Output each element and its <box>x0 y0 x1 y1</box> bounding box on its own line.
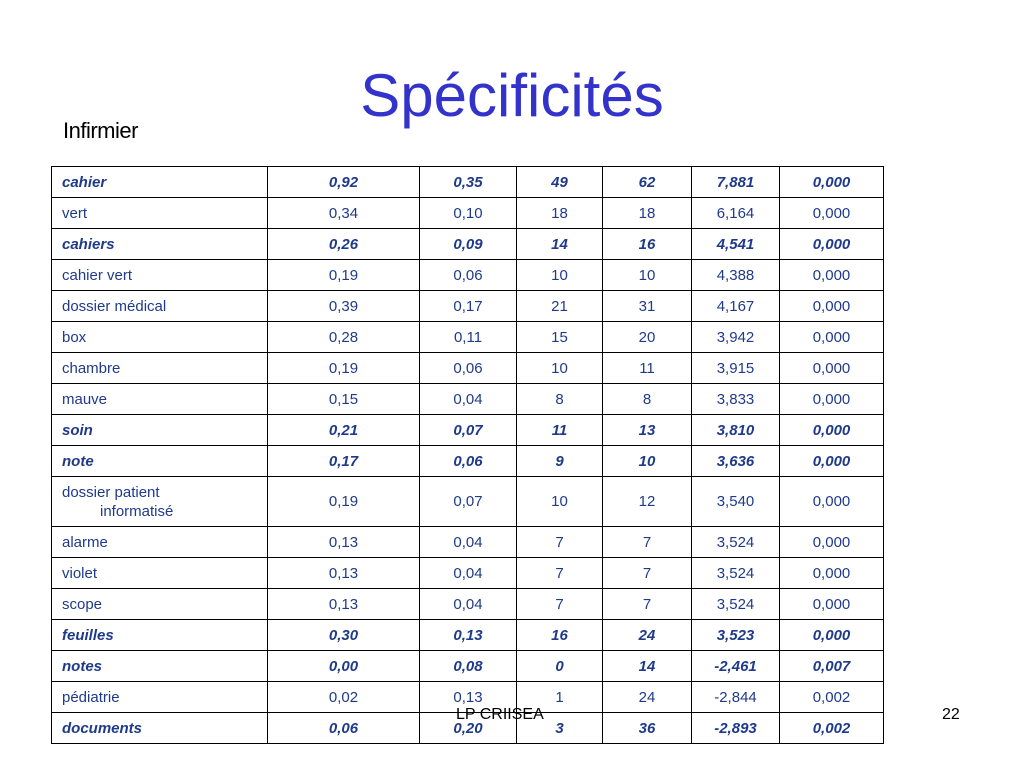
value-1-cell: 0,30 <box>268 620 420 651</box>
value-2-cell: 0,06 <box>420 446 517 477</box>
score-cell: 3,636 <box>692 446 780 477</box>
value-4-cell: 36 <box>603 713 692 744</box>
value-1-cell: 0,21 <box>268 415 420 446</box>
p-value-cell: 0,000 <box>780 353 884 384</box>
p-value-cell: 0,002 <box>780 713 884 744</box>
table-row <box>52 167 884 198</box>
score-cell: 3,524 <box>692 589 780 620</box>
value-4-cell: 24 <box>603 620 692 651</box>
term-cell <box>52 477 268 527</box>
value-2-cell: 0,07 <box>420 477 517 527</box>
page-number: 22 <box>942 706 960 723</box>
value-2-cell: 0,04 <box>420 589 517 620</box>
table-row <box>52 291 884 322</box>
value-3-cell: 0 <box>517 651 603 682</box>
value-4-cell: 62 <box>603 167 692 198</box>
table-row <box>52 558 884 589</box>
value-4-cell: 18 <box>603 198 692 229</box>
p-value-cell: 0,000 <box>780 446 884 477</box>
p-value-cell: 0,000 <box>780 167 884 198</box>
value-2-cell: 0,06 <box>420 353 517 384</box>
value-2-cell: 0,06 <box>420 260 517 291</box>
p-value-cell: 0,000 <box>780 384 884 415</box>
value-3-cell: 10 <box>517 353 603 384</box>
value-3-cell: 21 <box>517 291 603 322</box>
term-cell: soin <box>52 415 268 446</box>
term-cell: documents <box>52 713 268 744</box>
term-line-2: informatisé <box>100 502 174 520</box>
value-3-cell: 3 <box>517 713 603 744</box>
term-cell: violet <box>52 558 268 589</box>
value-3-cell: 9 <box>517 446 603 477</box>
specificities-table <box>51 166 884 744</box>
value-1-cell: 0,06 <box>268 713 420 744</box>
score-cell: 3,833 <box>692 384 780 415</box>
value-3-cell: 49 <box>517 167 603 198</box>
term-cell: note <box>52 446 268 477</box>
value-4-cell: 24 <box>603 682 692 713</box>
value-1-cell: 0,39 <box>268 291 420 322</box>
value-4-cell: 14 <box>603 651 692 682</box>
value-2-cell: 0,04 <box>420 384 517 415</box>
p-value-cell: 0,000 <box>780 477 884 527</box>
term-cell: mauve <box>52 384 268 415</box>
table-row <box>52 589 884 620</box>
term-cell: cahiers <box>52 229 268 260</box>
value-3-cell: 18 <box>517 198 603 229</box>
value-2-cell: 0,35 <box>420 167 517 198</box>
term-cell: cahier vert <box>52 260 268 291</box>
value-2-cell: 0,09 <box>420 229 517 260</box>
score-cell: 4,167 <box>692 291 780 322</box>
value-1-cell: 0,92 <box>268 167 420 198</box>
value-4-cell: 13 <box>603 415 692 446</box>
score-cell: -2,844 <box>692 682 780 713</box>
table-row <box>52 353 884 384</box>
score-cell: -2,461 <box>692 651 780 682</box>
score-cell: 7,881 <box>692 167 780 198</box>
value-1-cell: 0,13 <box>268 558 420 589</box>
value-3-cell: 16 <box>517 620 603 651</box>
table-row <box>52 651 884 682</box>
p-value-cell: 0,000 <box>780 558 884 589</box>
footer-text: LP CRIISEA <box>456 706 544 723</box>
value-2-cell: 0,04 <box>420 527 517 558</box>
table-row <box>52 198 884 229</box>
value-4-cell: 20 <box>603 322 692 353</box>
term-cell: feuilles <box>52 620 268 651</box>
score-cell: 3,942 <box>692 322 780 353</box>
value-2-cell: 0,10 <box>420 198 517 229</box>
value-2-cell: 0,04 <box>420 558 517 589</box>
score-cell: 4,541 <box>692 229 780 260</box>
slide-title: Spécificités <box>360 62 664 129</box>
p-value-cell: 0,000 <box>780 620 884 651</box>
value-3-cell: 14 <box>517 229 603 260</box>
score-cell: 3,810 <box>692 415 780 446</box>
p-value-cell: 0,000 <box>780 291 884 322</box>
term-cell: alarme <box>52 527 268 558</box>
score-cell: 3,540 <box>692 477 780 527</box>
value-1-cell: 0,00 <box>268 651 420 682</box>
value-3-cell: 10 <box>517 477 603 527</box>
slide-subtitle: Infirmier <box>63 118 138 143</box>
table-row <box>52 527 884 558</box>
value-1-cell: 0,02 <box>268 682 420 713</box>
p-value-cell: 0,000 <box>780 260 884 291</box>
score-cell: -2,893 <box>692 713 780 744</box>
value-4-cell: 7 <box>603 558 692 589</box>
value-3-cell: 15 <box>517 322 603 353</box>
term-cell: chambre <box>52 353 268 384</box>
term-line-1: dossier patient <box>62 483 160 501</box>
p-value-cell: 0,000 <box>780 198 884 229</box>
value-3-cell: 8 <box>517 384 603 415</box>
value-3-cell: 1 <box>517 682 603 713</box>
table-row <box>52 322 884 353</box>
score-cell: 3,523 <box>692 620 780 651</box>
value-1-cell: 0,26 <box>268 229 420 260</box>
value-1-cell: 0,19 <box>268 260 420 291</box>
term-cell: notes <box>52 651 268 682</box>
value-3-cell: 7 <box>517 589 603 620</box>
table-row <box>52 415 884 446</box>
table-row <box>52 229 884 260</box>
value-1-cell: 0,17 <box>268 446 420 477</box>
table-body <box>52 167 884 744</box>
term-cell: vert <box>52 198 268 229</box>
p-value-cell: 0,002 <box>780 682 884 713</box>
value-4-cell: 31 <box>603 291 692 322</box>
table-row <box>52 620 884 651</box>
table-row <box>52 384 884 415</box>
p-value-cell: 0,000 <box>780 589 884 620</box>
value-4-cell: 12 <box>603 477 692 527</box>
term-cell: box <box>52 322 268 353</box>
term-cell: cahier <box>52 167 268 198</box>
value-4-cell: 10 <box>603 260 692 291</box>
table-row <box>52 477 884 527</box>
value-4-cell: 7 <box>603 527 692 558</box>
value-2-cell: 0,08 <box>420 651 517 682</box>
value-3-cell: 11 <box>517 415 603 446</box>
value-3-cell: 10 <box>517 260 603 291</box>
score-cell: 6,164 <box>692 198 780 229</box>
value-4-cell: 8 <box>603 384 692 415</box>
term-cell: dossier médical <box>52 291 268 322</box>
p-value-cell: 0,000 <box>780 229 884 260</box>
table-row <box>52 446 884 477</box>
table-row <box>52 260 884 291</box>
score-cell: 3,915 <box>692 353 780 384</box>
value-1-cell: 0,28 <box>268 322 420 353</box>
value-1-cell: 0,13 <box>268 527 420 558</box>
value-2-cell: 0,17 <box>420 291 517 322</box>
value-2-cell: 0,13 <box>420 620 517 651</box>
value-2-cell: 0,07 <box>420 415 517 446</box>
p-value-cell: 0,007 <box>780 651 884 682</box>
value-2-cell: 0,11 <box>420 322 517 353</box>
score-cell: 3,524 <box>692 558 780 589</box>
p-value-cell: 0,000 <box>780 527 884 558</box>
term-cell: pédiatrie <box>52 682 268 713</box>
value-1-cell: 0,15 <box>268 384 420 415</box>
term-cell: scope <box>52 589 268 620</box>
p-value-cell: 0,000 <box>780 322 884 353</box>
value-1-cell: 0,34 <box>268 198 420 229</box>
score-cell: 3,524 <box>692 527 780 558</box>
value-4-cell: 16 <box>603 229 692 260</box>
value-3-cell: 7 <box>517 558 603 589</box>
value-1-cell: 0,13 <box>268 589 420 620</box>
value-2-cell: 0,20 <box>420 713 517 744</box>
value-4-cell: 11 <box>603 353 692 384</box>
value-2-cell: 0,13 <box>420 682 517 713</box>
p-value-cell: 0,000 <box>780 415 884 446</box>
value-4-cell: 7 <box>603 589 692 620</box>
value-1-cell: 0,19 <box>268 477 420 527</box>
value-1-cell: 0,19 <box>268 353 420 384</box>
value-4-cell: 10 <box>603 446 692 477</box>
value-3-cell: 7 <box>517 527 603 558</box>
score-cell: 4,388 <box>692 260 780 291</box>
